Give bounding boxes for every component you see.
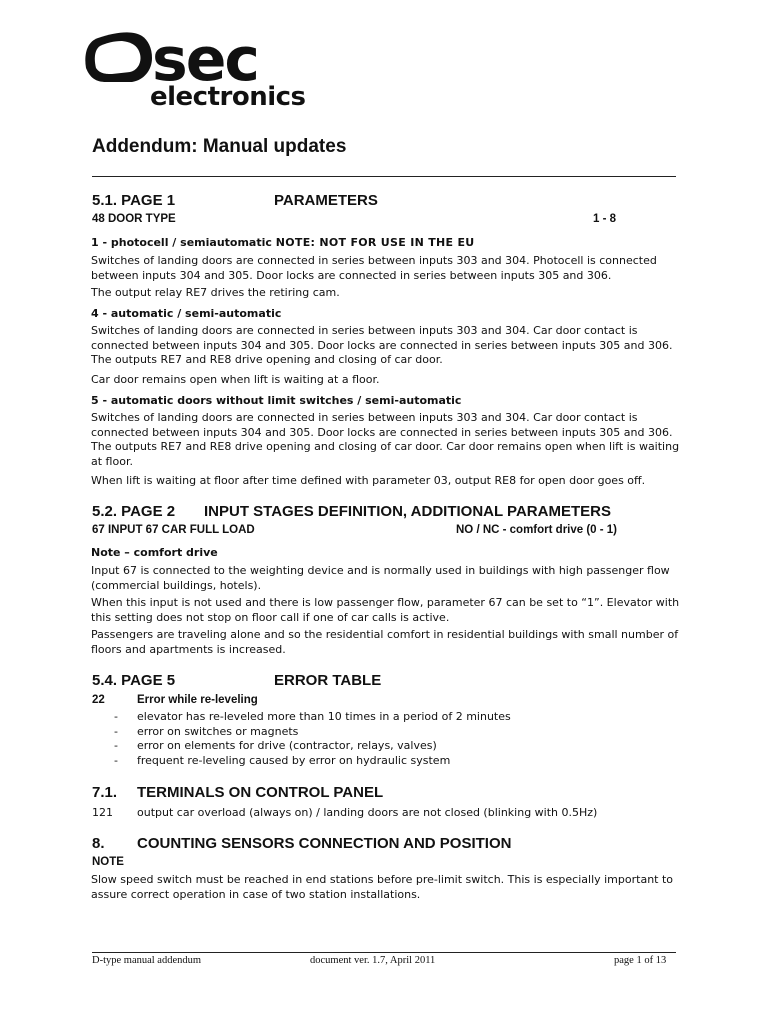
comfort-paragraph-3: Passengers are traveling alone and so the residential comfort in residential buildings with small number of floors and apartments is increased.	[91, 628, 679, 656]
terminal-code: 121	[92, 806, 113, 819]
section-5-1-number: 5.1. PAGE 1	[92, 192, 176, 209]
option-4-heading: 4 - automatic / semi-automatic	[91, 307, 282, 320]
page-title: Addendum: Manual updates	[92, 136, 347, 157]
section-5-2-number: 5.2. PAGE 2	[92, 503, 176, 520]
title-divider	[92, 176, 676, 177]
error-cause-item: elevator has re-leveled more than 10 times in a period of 2 minutes	[137, 710, 511, 723]
error-cause-item: error on switches or magnets	[137, 725, 299, 738]
logo-electronics-text: electronics	[150, 82, 306, 110]
footer-version: document ver. 1.7, April 2011	[310, 955, 436, 966]
section-5-2-title: INPUT STAGES DEFINITION, ADDITIONAL PARAMETERS	[204, 503, 611, 520]
option-5-paragraph-2: When lift is waiting at floor after time defined with parameter 03, output RE8 for open door goes off.	[91, 474, 646, 487]
option-5-paragraph-1: Switches of landing doors are connected in series between inputs 303 and 304. Car door contact is connected between inputs 304 and 305. Door locks are connected in series between inputs 305 and 306. The outputs RE7 and RE8 drive opening and closing of car door. Car door remains open when lift is waiting at floor.	[91, 411, 680, 468]
footer-document-name: D-type manual addendum	[92, 955, 202, 966]
comfort-paragraph-2: When this input is not used and there is low passenger flow, parameter 67 can be set to “1”. Elevator with this setting does not stop on floor call if one of car calls is active.	[91, 596, 680, 624]
section-5-1-title: PARAMETERS	[274, 192, 378, 209]
logo-mark	[85, 32, 152, 82]
option-4-paragraph-2: Car door remains open when lift is waiting at a floor.	[91, 373, 380, 386]
error-cause-item: frequent re-leveling caused by error on hydraulic system	[137, 754, 451, 767]
section-8-note-label: NOTE	[92, 856, 124, 868]
bullet-dash: -	[114, 725, 118, 738]
param-67-name: 67 INPUT 67 CAR FULL LOAD	[92, 524, 255, 536]
comfort-paragraph-1: Input 67 is connected to the weighting device and is normally used in buildings with high passenger flow (commercial buildings, hotels).	[91, 564, 670, 592]
param-48-name: 48 DOOR TYPE	[92, 213, 176, 225]
section-7-1-number: 7.1.	[92, 784, 118, 801]
bullet-dash: -	[114, 754, 118, 767]
footer-page-number: page 1 of 13	[614, 955, 667, 966]
terminal-description: output car overload (always on) / landing doors are not closed (blinking with 0.5Hz)	[137, 806, 598, 819]
param-67-range: NO / NC - comfort drive (0 - 1)	[456, 524, 618, 536]
section-7-1-title: TERMINALS ON CONTROL PANEL	[137, 784, 384, 801]
param-48-range: 1 - 8	[593, 213, 617, 225]
section-5-4-title: ERROR TABLE	[274, 672, 382, 689]
section-8-title: COUNTING SENSORS CONNECTION AND POSITION	[137, 835, 512, 852]
option-4-paragraph-1: Switches of landing doors are connected in series between inputs 303 and 304. Car door contact is connected between inputs 304 and 305. Door locks are connected in series between inputs 305 and 306. The outputs RE7 and RE8 drive opening and closing of car door.	[91, 324, 673, 367]
bullet-dash: -	[114, 739, 118, 752]
option-5-heading: 5 - automatic doors without limit switches / semi-automatic	[91, 394, 462, 407]
option-1-paragraph-2: The output relay RE7 drives the retiring cam.	[91, 286, 340, 299]
section-5-4-number: 5.4. PAGE 5	[92, 672, 176, 689]
section-8-number: 8.	[92, 835, 105, 852]
footer-divider	[92, 952, 676, 953]
comfort-drive-note-heading: Note – comfort drive	[91, 546, 218, 559]
logo-sec-text: sec	[152, 26, 258, 95]
option-1-paragraph-1: Switches of landing doors are connected in series between inputs 303 and 304. Photocell is connected between inputs 304 and 305. Door locks are connected in series between inputs 305 and 306.	[91, 254, 657, 282]
bullet-dash: -	[114, 710, 118, 723]
option-1-heading	[91, 236, 475, 249]
error-cause-item: error on elements for drive (contractor, relays, valves)	[137, 739, 437, 752]
option-1-label: 1 - photocell / semiautomatic	[91, 236, 272, 249]
sec-electronics-logo	[82, 26, 352, 110]
option-1-note: NOTE: NOT FOR USE IN THE EU	[275, 236, 475, 249]
error-code: 22	[92, 694, 105, 706]
error-title: Error while re-leveling	[137, 694, 258, 706]
section-8-note-text: Slow speed switch must be reached in end stations before pre-limit switch. This is especially important to assure correct operation in case of two station installations.	[91, 873, 674, 901]
